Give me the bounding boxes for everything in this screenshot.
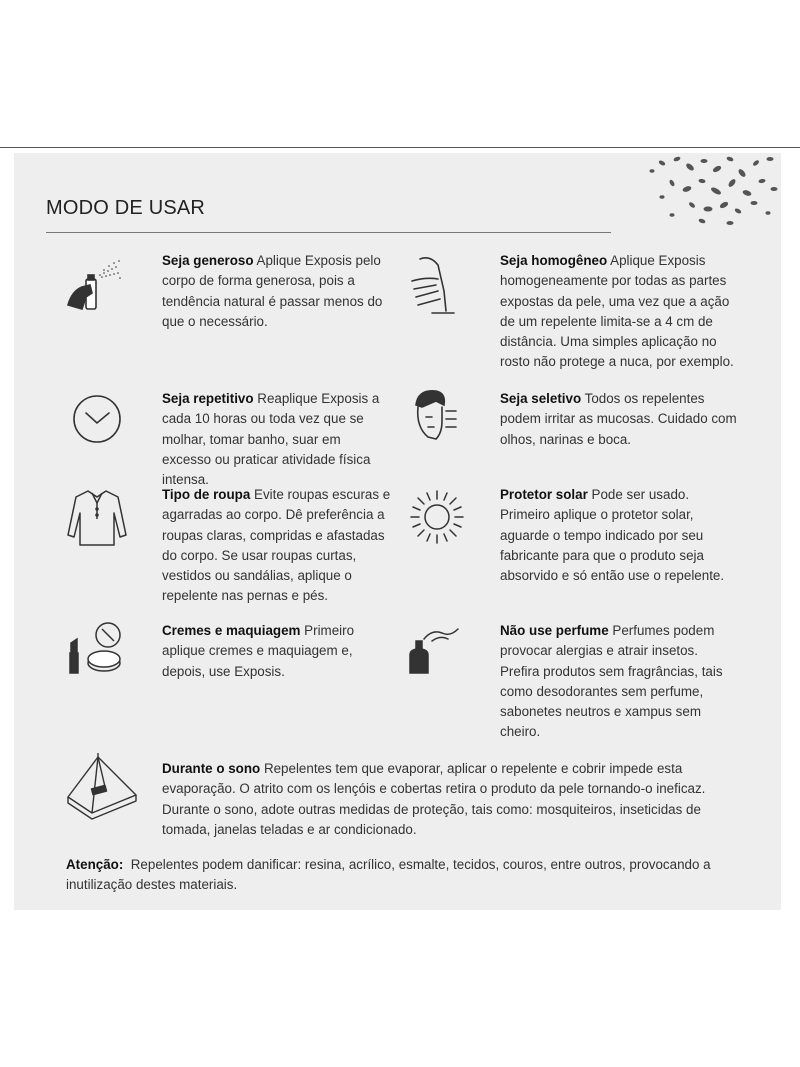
item-text: Repelentes tem que evaporar, aplicar o repelente e cobrir impede esta evaporação. O atrito com os lençóis e cobertas retira o produto da pele tornando-o ineficaz. Durante o sono, adote outras medidas de proteção, tais como: mosquiteiros, inseticidas de tomada, janelas teladas e ar condicionado. <box>162 761 706 837</box>
item-text: Aplique Exposis homogeneamente por todas as partes expostas da pele, uma vez que a ação de um repelente limita-se a 4 cm de distância. Uma simples aplicação no rosto não protege a nuca, por exemplo. <box>500 253 734 370</box>
sun-icon <box>402 483 472 553</box>
clock-icon <box>62 383 132 453</box>
item-heading: Tipo de roupa <box>162 487 251 502</box>
top-divider <box>0 147 800 148</box>
attention-heading: Atenção: <box>66 857 124 872</box>
item-repetitive <box>162 389 392 490</box>
item-heading: Durante o sono <box>162 761 261 776</box>
usage-panel <box>14 153 781 910</box>
spray-icon <box>62 251 132 321</box>
makeup-icon <box>62 615 132 685</box>
item-creams-makeup <box>162 621 392 682</box>
item-text: Perfumes podem provocar alergias e atrair insetos. Prefira produtos sem fragrâncias, tais como desodorantes sem perfume, sabonetes neutros e xampus sem cheiro. <box>500 623 723 740</box>
item-heading: Protetor solar <box>500 487 588 502</box>
attention-text: Repelentes podem danificar: resina, acrílico, esmalte, tecidos, couros, entre outros, provocando a inutilização destes materiais. <box>66 857 711 893</box>
insects-decoration-icon <box>632 153 782 231</box>
item-no-perfume <box>500 621 730 743</box>
item-heading: Cremes e maquiagem <box>162 623 301 638</box>
section-title: MODO DE USAR <box>46 197 206 219</box>
item-generous <box>162 251 392 332</box>
item-text: Pode ser usado. Primeiro aplique o protetor solar, aguarde o tempo indicado por seu fabricante para que o produto seja absorvido e só então use o repelente. <box>500 487 725 584</box>
item-heading: Seja seletivo <box>500 391 582 406</box>
item-homogeneous <box>500 251 740 373</box>
mosquito-net-icon <box>62 751 142 821</box>
item-sunscreen <box>500 485 730 586</box>
attention-note <box>66 855 766 896</box>
item-heading: Seja generoso <box>162 253 254 268</box>
shirt-icon <box>62 483 132 553</box>
arm-application-icon <box>402 251 472 321</box>
item-sleep <box>162 759 742 840</box>
perfume-icon <box>402 615 472 685</box>
item-text: Aplique Exposis pelo corpo de forma generosa, pois a tendência natural é passar menos do que o necessário. <box>162 253 383 329</box>
item-selective <box>500 389 740 450</box>
item-heading: Não use perfume <box>500 623 609 638</box>
item-clothing <box>162 485 392 607</box>
title-divider <box>46 232 611 233</box>
item-text: Evite roupas escuras e agarradas ao corpo. Dê preferência a roupas claras, compridas e afastadas do corpo. Se usar roupas curtas, vestidos ou sandálias, aplique o repelente nas pernas e pés. <box>162 487 391 604</box>
item-text: Reaplique Exposis a cada 10 horas ou toda vez que se molhar, tomar banho, suar em excesso ou praticar atividade física intensa. <box>162 391 380 488</box>
face-icon <box>402 383 472 453</box>
item-text: Todos os repelentes podem irritar as mucosas. Cuidado com olhos, narinas e boca. <box>500 391 737 447</box>
item-heading: Seja repetitivo <box>162 391 254 406</box>
item-text: Primeiro aplique cremes e maquiagem e, depois, use Exposis. <box>162 623 355 679</box>
item-heading: Seja homogêneo <box>500 253 608 268</box>
